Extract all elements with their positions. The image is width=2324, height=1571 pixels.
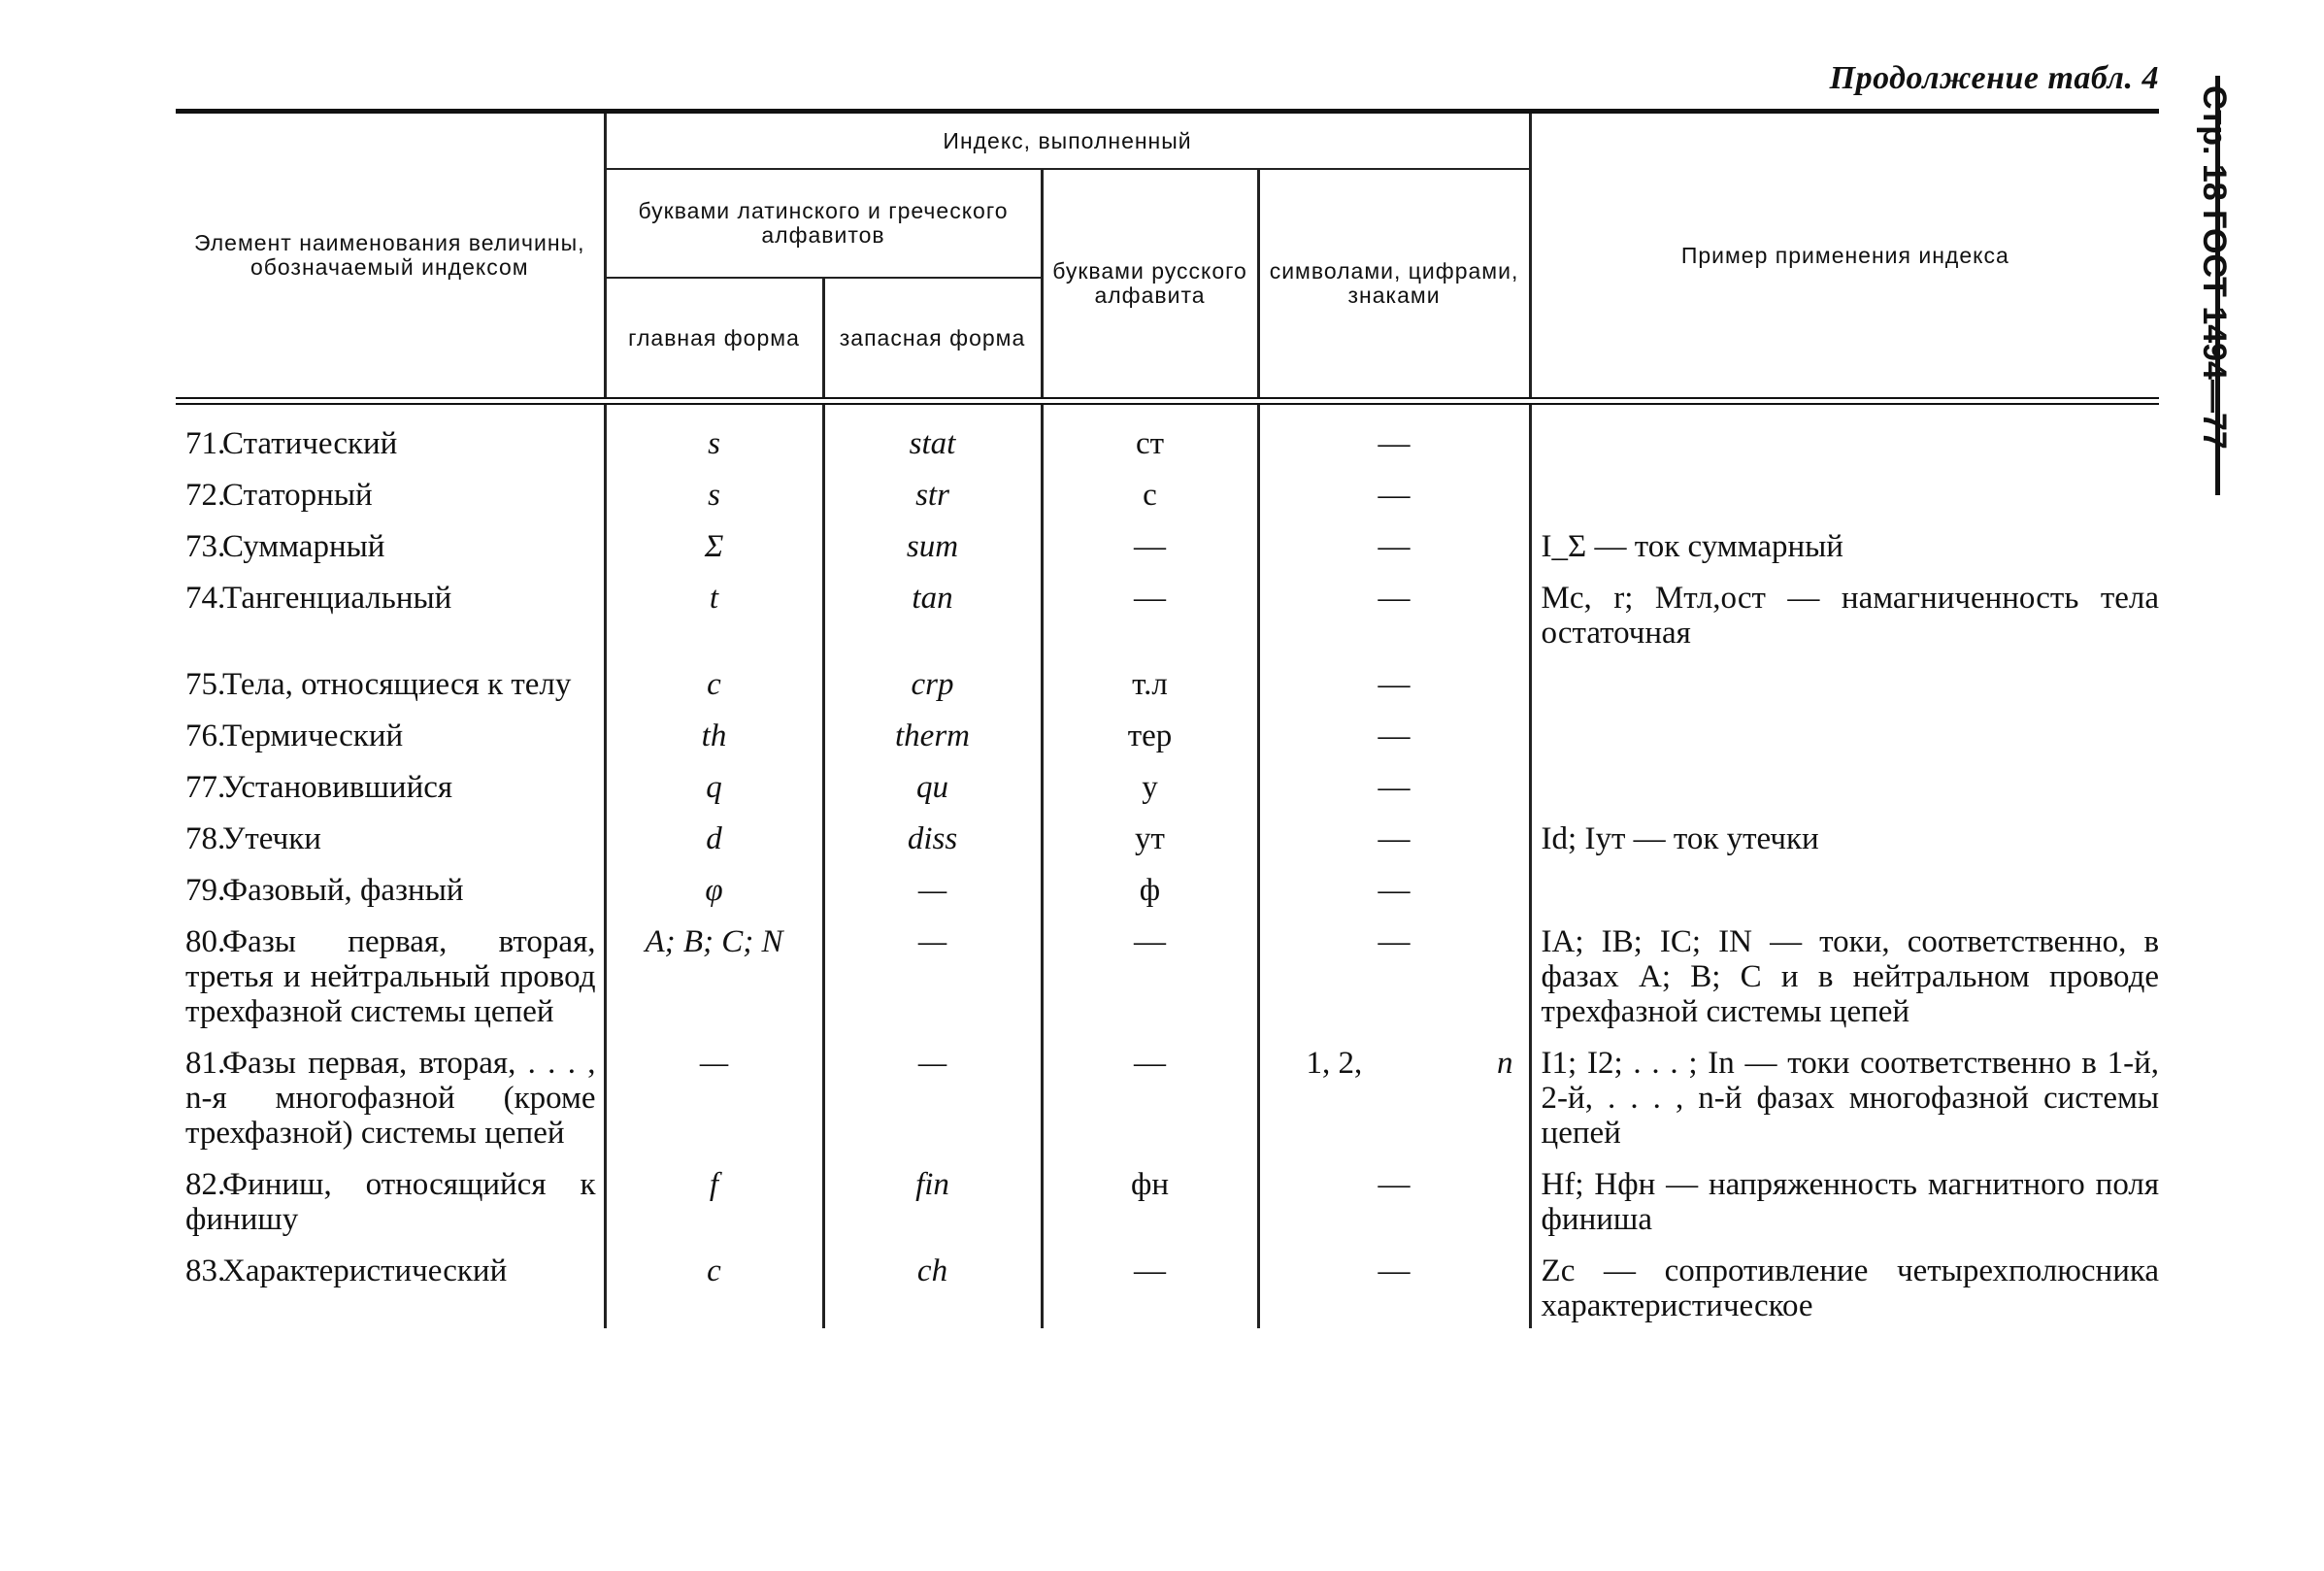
element-name-cell	[176, 758, 605, 810]
symbol-cell: —	[1258, 810, 1530, 861]
element-name-cell	[176, 707, 605, 758]
element-name: Утечки	[222, 821, 321, 856]
reserve-form-cell: diss	[823, 810, 1042, 861]
element-name: Фазовый, фазный	[222, 873, 464, 908]
main-form-cell: Σ	[605, 518, 823, 569]
element-name-cell	[176, 913, 605, 1034]
table-row	[176, 810, 2159, 861]
example-cell: Hf; Hфн — напряженность магнитного поля финиша	[1530, 1155, 2159, 1242]
row-number: 79.	[185, 873, 226, 908]
example-cell	[1530, 861, 2159, 913]
main-form-cell: s	[605, 466, 823, 518]
symbol-cell: —	[1258, 569, 1530, 655]
reserve-form-cell: str	[823, 466, 1042, 518]
main-form-cell: c	[605, 1242, 823, 1328]
symbol-cell: —	[1258, 861, 1530, 913]
table	[176, 114, 2159, 1328]
symbol-cell	[1258, 1034, 1530, 1155]
element-name: Тела, относящиеся к телу	[222, 667, 572, 702]
reserve-form-cell: tan	[823, 569, 1042, 655]
reserve-form-cell: fin	[823, 1155, 1042, 1242]
example-cell	[1530, 707, 2159, 758]
example-cell: I_Σ — ток суммарный	[1530, 518, 2159, 569]
element-name-cell	[176, 861, 605, 913]
table-row	[176, 913, 2159, 1034]
russian-cell: у	[1042, 758, 1258, 810]
russian-cell: ст	[1042, 405, 1258, 466]
header-element: Элемент наименования величины, обозначаемый индексом	[193, 230, 585, 280]
header-double-rule	[176, 397, 2159, 405]
main-form-cell: c	[605, 655, 823, 707]
main-form-cell: q	[605, 758, 823, 810]
symbol-cell: —	[1258, 913, 1530, 1034]
reserve-form-cell: crp	[823, 655, 1042, 707]
russian-cell: т.л	[1042, 655, 1258, 707]
header-index-group: Индекс, выполненный	[605, 114, 1530, 169]
symbol-end: n	[1497, 1046, 1513, 1081]
russian-cell: ут	[1042, 810, 1258, 861]
example-cell: Mc, r; Mтл,ост — намагниченность тела остаточная	[1530, 569, 2159, 655]
symbol-cell: —	[1258, 758, 1530, 810]
element-name: Фазы первая, вторая, третья и нейтральный провод трехфазной системы цепей	[185, 924, 596, 1029]
example-cell: Id; Iут — ток утечки	[1530, 810, 2159, 861]
example-cell: IA; IB; IC; IN — токи, соответственно, в фазах A; B; C и в нейтральном проводе трехфазной системы цепей	[1530, 913, 2159, 1034]
symbol-cell: —	[1258, 518, 1530, 569]
row-number: 83.	[185, 1253, 226, 1288]
element-name: Финиш, относящийся к финишу	[185, 1167, 596, 1237]
element-name: Термический	[222, 719, 404, 753]
main-form-cell: d	[605, 810, 823, 861]
reserve-form-cell: qu	[823, 758, 1042, 810]
russian-cell: —	[1042, 569, 1258, 655]
example-cell: I1; I2; . . . ; In — токи соответственно в 1-й, 2-й, . . . , n-й фазах многофазной системы цепей	[1530, 1034, 2159, 1155]
page-side-label: Стр. 18 ГОСТ 1494—77	[2196, 85, 2233, 450]
header-example: Пример применения индекса	[1530, 114, 2159, 397]
table-row	[176, 466, 2159, 518]
header-russian: буквами русского алфавита	[1042, 169, 1258, 397]
table-row	[176, 758, 2159, 810]
element-name: Тангенциальный	[222, 581, 452, 616]
russian-cell: с	[1042, 466, 1258, 518]
symbol-cell: —	[1258, 466, 1530, 518]
example-cell	[1530, 655, 2159, 707]
main-form-cell: —	[605, 1034, 823, 1155]
symbol-start: 1, 2,	[1306, 1046, 1363, 1081]
main-form-cell: th	[605, 707, 823, 758]
russian-cell: —	[1042, 1242, 1258, 1328]
element-name-cell	[176, 569, 605, 655]
gost-table	[176, 109, 2159, 1328]
row-number: 73.	[185, 529, 226, 564]
table-row	[176, 1242, 2159, 1328]
russian-cell: —	[1042, 518, 1258, 569]
table-row	[176, 1034, 2159, 1155]
symbol-cell: —	[1258, 655, 1530, 707]
russian-cell: —	[1042, 1034, 1258, 1155]
reserve-form-cell: sum	[823, 518, 1042, 569]
row-number: 78.	[185, 821, 226, 856]
symbol-cell: —	[1258, 707, 1530, 758]
row-number: 80.	[185, 924, 226, 959]
main-form-cell: t	[605, 569, 823, 655]
element-name: Установившийся	[222, 770, 453, 805]
row-number: 81.	[185, 1046, 226, 1081]
row-number: 74.	[185, 581, 226, 616]
element-name-cell	[176, 1242, 605, 1328]
element-name-cell	[176, 466, 605, 518]
table-row	[176, 518, 2159, 569]
symbol-cell: —	[1258, 1242, 1530, 1328]
header-main-form: главная форма	[605, 278, 823, 397]
element-name-cell	[176, 518, 605, 569]
example-cell	[1530, 466, 2159, 518]
element-name: Суммарный	[222, 529, 385, 564]
element-name-cell	[176, 1034, 605, 1155]
example-cell	[1530, 758, 2159, 810]
russian-cell: ф	[1042, 861, 1258, 913]
element-name: Характеристический	[222, 1253, 508, 1288]
row-number: 76.	[185, 719, 226, 753]
element-name-cell	[176, 1155, 605, 1242]
reserve-form-cell: —	[823, 861, 1042, 913]
russian-cell: фн	[1042, 1155, 1258, 1242]
header-reserve-form: запасная форма	[823, 278, 1042, 397]
main-form-cell: A; B; C; N	[605, 913, 823, 1034]
table-row	[176, 655, 2159, 707]
table-caption: Продолжение табл. 4	[1829, 60, 2159, 96]
main-form-cell: φ	[605, 861, 823, 913]
element-name-cell	[176, 810, 605, 861]
reserve-form-cell: —	[823, 1034, 1042, 1155]
main-form-cell: f	[605, 1155, 823, 1242]
header-symbols: символами, цифрами, знаками	[1258, 169, 1530, 397]
element-name: Фазы первая, вторая, . . . , n-я многофазной (кроме трехфазной) системы цепей	[185, 1046, 596, 1151]
example-cell: Zc — сопротивление четырехполюсника характеристическое	[1530, 1242, 2159, 1328]
example-cell	[1530, 405, 2159, 466]
reserve-form-cell: stat	[823, 405, 1042, 466]
table-row	[176, 569, 2159, 655]
header-latin-greek: буквами латинского и греческого алфавитов	[605, 169, 1042, 278]
reserve-form-cell: ch	[823, 1242, 1042, 1328]
table-row	[176, 707, 2159, 758]
row-number: 82.	[185, 1167, 226, 1202]
reserve-form-cell: therm	[823, 707, 1042, 758]
reserve-form-cell: —	[823, 913, 1042, 1034]
element-name-cell	[176, 655, 605, 707]
symbol-cell: —	[1258, 1155, 1530, 1242]
element-name-cell	[176, 405, 605, 466]
symbol-cell: —	[1258, 405, 1530, 466]
table-row	[176, 1155, 2159, 1242]
row-number: 77.	[185, 770, 226, 805]
element-name: Статический	[222, 426, 398, 461]
row-number: 72.	[185, 478, 226, 513]
element-name: Статорный	[222, 478, 373, 513]
main-form-cell: s	[605, 405, 823, 466]
row-number: 75.	[185, 667, 226, 702]
russian-cell: тер	[1042, 707, 1258, 758]
row-number: 71.	[185, 426, 226, 461]
russian-cell: —	[1042, 913, 1258, 1034]
table-row	[176, 861, 2159, 913]
table-row	[176, 405, 2159, 466]
